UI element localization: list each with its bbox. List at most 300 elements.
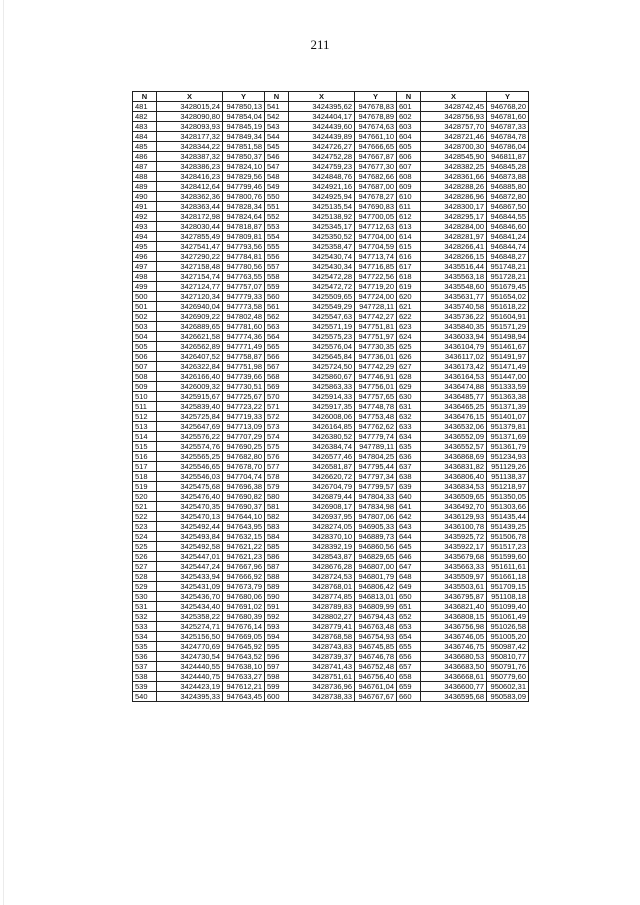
table-cell: 947780,56 [223,262,265,272]
table-cell: 951005,20 [487,632,529,642]
table-cell: 946746,78 [355,652,397,662]
column-header: Y [355,92,397,102]
table-cell: 582 [265,512,289,522]
table-cell: 951099,40 [487,602,529,612]
table-cell: 574 [265,432,289,442]
table-cell: 947678,70 [223,462,265,472]
table-cell: 947824,10 [223,162,265,172]
table-cell: 947757,65 [355,392,397,402]
table-cell: 3425574,76 [157,442,223,452]
table-cell: 947804,33 [355,492,397,502]
table-cell: 560 [265,292,289,302]
table-cell: 3425447,24 [157,562,223,572]
table-cell: 620 [397,292,421,302]
table-cell: 610 [397,192,421,202]
table-cell: 3425576,22 [157,432,223,442]
table-cell: 641 [397,502,421,512]
table-cell: 488 [133,172,157,182]
table-cell: 502 [133,312,157,322]
table-cell: 3436033,94 [421,332,487,342]
table-cell: 3425430,34 [289,262,355,272]
table-cell: 3436485,77 [421,392,487,402]
table-cell: 947829,56 [223,172,265,182]
table-cell: 951748,21 [487,262,529,272]
table-cell: 947700,05 [355,212,397,222]
table-cell: 545 [265,142,289,152]
table-cell: 3436465,25 [421,402,487,412]
table-cell: 3424921,16 [289,182,355,192]
table-cell: 3428412,64 [157,182,223,192]
table-cell: 3425430,74 [289,252,355,262]
table-cell: 947690,83 [355,202,397,212]
table-cell: 3425546,65 [157,462,223,472]
table-cell: 524 [133,532,157,542]
table-cell: 950583,09 [487,692,529,702]
table-cell: 946844,74 [487,242,529,252]
table-cell: 3435925,72 [421,532,487,542]
table-cell: 951303,66 [487,502,529,512]
table-cell: 553 [265,222,289,232]
table-cell: 947802,48 [223,312,265,322]
table-cell: 947612,21 [223,682,265,692]
table-cell: 3425546,03 [157,472,223,482]
table-cell: 947680,06 [223,592,265,602]
table-cell: 531 [133,602,157,612]
table-cell: 3424440,75 [157,672,223,682]
table-cell: 947704,74 [223,472,265,482]
table-cell: 3428774,85 [289,592,355,602]
table-row [133,272,529,282]
table-cell: 3426581,87 [289,462,355,472]
table-cell: 567 [265,362,289,372]
table-cell: 613 [397,222,421,232]
table-cell: 552 [265,212,289,222]
table-cell: 947850,37 [223,152,265,162]
table-cell: 603 [397,122,421,132]
table-row [133,652,529,662]
table-cell: 947643,52 [223,652,265,662]
table-row [133,232,529,242]
table-cell: 946794,43 [355,612,397,622]
table-cell: 540 [133,692,157,702]
table-cell: 3428721,46 [421,132,487,142]
table-cell: 3425472,28 [289,272,355,282]
table-cell: 658 [397,672,421,682]
table-cell: 947725,67 [223,392,265,402]
table-cell: 951371,69 [487,432,529,442]
table-cell: 947834,98 [355,502,397,512]
table-cell: 3424759,23 [289,162,355,172]
table-cell: 636 [397,452,421,462]
table-cell: 947771,49 [223,342,265,352]
table-cell: 3425138,92 [289,212,355,222]
table-cell: 546 [265,152,289,162]
table-cell: 3424848,76 [289,172,355,182]
table-cell: 947719,20 [355,282,397,292]
table-cell: 3428741,43 [289,662,355,672]
table-cell: 3425470,13 [157,512,223,522]
table-row [133,582,529,592]
table-cell: 946905,33 [355,522,397,532]
table-row [133,592,529,602]
table-cell: 3425915,67 [157,392,223,402]
table-cell: 3436831,82 [421,462,487,472]
table-cell: 3428757,70 [421,122,487,132]
table-cell: 3424395,62 [289,102,355,112]
table-cell: 947633,27 [223,672,265,682]
table-cell: 637 [397,462,421,472]
table-cell: 3426562,89 [157,342,223,352]
table-cell: 3436492,70 [421,502,487,512]
table-cell: 947758,87 [223,352,265,362]
table-cell: 951517,23 [487,542,529,552]
table-cell: 584 [265,532,289,542]
table-cell: 946806,42 [355,582,397,592]
table-cell: 640 [397,492,421,502]
table-cell: 947676,14 [223,622,265,632]
table-cell: 3428361,66 [421,172,487,182]
column-header: X [421,92,487,102]
table-cell: 3428172,98 [157,212,223,222]
table-cell: 3425725,84 [157,412,223,422]
table-cell: 947739,66 [223,372,265,382]
table-cell: 619 [397,282,421,292]
table-cell: 3425549,29 [289,302,355,312]
table-cell: 554 [265,232,289,242]
table-cell: 3425274,71 [157,622,223,632]
table-cell: 947643,95 [223,522,265,532]
table-cell: 951350,05 [487,492,529,502]
table-cell: 492 [133,212,157,222]
table-cell: 947707,29 [223,432,265,442]
table-cell: 3436532,06 [421,422,487,432]
table-cell: 3424439,60 [289,122,355,132]
table-cell: 3425839,40 [157,402,223,412]
table-cell: 3425575,23 [289,332,355,342]
table-cell: 3436683,50 [421,662,487,672]
table-cell: 597 [265,662,289,672]
table-row [133,152,529,162]
table-cell: 525 [133,542,157,552]
table-cell: 3425470,35 [157,502,223,512]
table-cell: 947621,23 [223,552,265,562]
table-cell: 557 [265,262,289,272]
table-cell: 950779,60 [487,672,529,682]
table-cell: 3436806,40 [421,472,487,482]
table-cell: 947661,10 [355,132,397,142]
table-cell: 951371,39 [487,402,529,412]
table-cell: 599 [265,682,289,692]
table-cell: 3428295,17 [421,212,487,222]
table-cell: 3425358,22 [157,612,223,622]
table-cell: 947682,66 [355,172,397,182]
table-cell: 3436668,61 [421,672,487,682]
table-cell: 947713,74 [355,252,397,262]
table-cell: 3436600,77 [421,682,487,692]
table-cell: 572 [265,412,289,422]
table-cell: 951728,21 [487,272,529,282]
table-cell: 3425647,69 [157,422,223,432]
table-cell: 593 [265,622,289,632]
table-cell: 602 [397,112,421,122]
table-cell: 3426407,52 [157,352,223,362]
table-cell: 950987,42 [487,642,529,652]
table-cell: 647 [397,562,421,572]
table-cell: 495 [133,242,157,252]
table-cell: 3424925,94 [289,192,355,202]
table-cell: 947742,29 [355,362,397,372]
table-cell: 579 [265,482,289,492]
table-cell: 3425358,47 [289,242,355,252]
table-cell: 946768,20 [487,102,529,112]
table-cell: 951361,79 [487,442,529,452]
table-cell: 518 [133,472,157,482]
table-cell: 598 [265,672,289,682]
column-header: Y [487,92,529,102]
table-cell: 947716,85 [355,262,397,272]
table-cell: 3425447,01 [157,552,223,562]
table-row [133,132,529,142]
table-row [133,292,529,302]
table-cell: 630 [397,392,421,402]
table-cell: 947828,34 [223,202,265,212]
table-cell: 3436746,05 [421,632,487,642]
table-cell: 493 [133,222,157,232]
table-cell: 3436173,42 [421,362,487,372]
table-cell: 3426879,44 [289,492,355,502]
table-cell: 587 [265,562,289,572]
table-cell: 521 [133,502,157,512]
table-cell: 3428392,19 [289,542,355,552]
table-cell: 3428802,27 [289,612,355,622]
table-cell: 946844,55 [487,212,529,222]
table-cell: 946752,48 [355,662,397,672]
table-cell: 490 [133,192,157,202]
table-row [133,102,529,112]
table-header-row [133,92,529,102]
table-cell: 660 [397,692,421,702]
table-cell: 496 [133,252,157,262]
table-cell: 539 [133,682,157,692]
table-cell: 487 [133,162,157,172]
table-cell: 947682,80 [223,452,265,462]
table-row [133,512,529,522]
table-cell: 3428756,93 [421,112,487,122]
table-cell: 3425433,94 [157,572,223,582]
table-cell: 947751,81 [355,322,397,332]
table-cell: 3428768,01 [289,582,355,592]
table-cell: 3425472,72 [289,282,355,292]
table-cell: 522 [133,512,157,522]
table-cell: 947845,19 [223,122,265,132]
table-cell: 589 [265,582,289,592]
table-cell: 951435,44 [487,512,529,522]
table-cell: 503 [133,322,157,332]
table-cell: 3428416,23 [157,172,223,182]
table-cell: 947804,25 [355,452,397,462]
table-cell: 947854,04 [223,112,265,122]
table-cell: 3436595,68 [421,692,487,702]
table-cell: 3425475,68 [157,482,223,492]
table-cell: 3436834,53 [421,482,487,492]
table-cell: 946786,04 [487,142,529,152]
table-row [133,622,529,632]
table-cell: 541 [265,102,289,112]
table-cell: 3425492,44 [157,522,223,532]
table-cell: 946801,79 [355,572,397,582]
table-cell: 3426322,84 [157,362,223,372]
table-cell: 3426164,85 [289,422,355,432]
table-cell: 3426384,74 [289,442,355,452]
table-cell: 499 [133,282,157,292]
table-cell: 3424423,19 [157,682,223,692]
table-cell: 606 [397,152,421,162]
table-cell: 947632,15 [223,532,265,542]
table-cell: 946781,60 [487,112,529,122]
table-cell: 538 [133,672,157,682]
table-cell: 947774,36 [223,332,265,342]
table-cell: 3436821,40 [421,602,487,612]
table-cell: 3426908,17 [289,502,355,512]
table-cell: 562 [265,312,289,322]
table-cell: 947730,35 [355,342,397,352]
table-cell: 947809,81 [223,232,265,242]
table-cell: 947690,82 [223,492,265,502]
table-cell: 489 [133,182,157,192]
table-cell: 3435563,18 [421,272,487,282]
table-cell: 642 [397,512,421,522]
table-cell: 3425493,84 [157,532,223,542]
table-cell: 951604,91 [487,312,529,322]
table-cell: 947704,00 [355,232,397,242]
table-cell: 947644,10 [223,512,265,522]
table-cell: 951599,60 [487,552,529,562]
table-row [133,682,529,692]
table-cell: 3428274,05 [289,522,355,532]
table-cell: 947645,92 [223,642,265,652]
table-cell: 3425914,33 [289,392,355,402]
table-cell: 605 [397,142,421,152]
table-cell: 947666,65 [355,142,397,152]
table-cell: 612 [397,212,421,222]
table-cell: 3435503,61 [421,582,487,592]
table-cell: 947851,58 [223,142,265,152]
table-cell: 498 [133,272,157,282]
table-cell: 537 [133,662,157,672]
table-cell: 951471,49 [487,362,529,372]
table-cell: 3424404,17 [289,112,355,122]
table-cell: 563 [265,322,289,332]
table-cell: 3428676,28 [289,562,355,572]
table-cell: 3428789,83 [289,602,355,612]
table-cell: 947763,55 [223,272,265,282]
table-cell: 947722,56 [355,272,397,282]
table-cell: 951401,07 [487,412,529,422]
table-cell: 627 [397,362,421,372]
table-row [133,382,529,392]
table-row [133,612,529,622]
table-cell: 520 [133,492,157,502]
table-cell: 583 [265,522,289,532]
table-cell: 947751,98 [223,362,265,372]
table-cell: 3425345,17 [289,222,355,232]
table-cell: 509 [133,382,157,392]
table-cell: 947621,22 [223,542,265,552]
table-cell: 542 [265,112,289,122]
table-cell: 600 [265,692,289,702]
table-cell: 951439,25 [487,522,529,532]
table-cell: 947643,45 [223,692,265,702]
table-cell: 946767,67 [355,692,397,702]
table-cell: 947762,62 [355,422,397,432]
table-cell: 645 [397,542,421,552]
table-cell: 616 [397,252,421,262]
table-cell: 3428743,83 [289,642,355,652]
table-cell: 548 [265,172,289,182]
table-cell: 947736,01 [355,352,397,362]
table-cell: 947696,38 [223,482,265,492]
table-cell: 3436756,98 [421,622,487,632]
table-cell: 638 [397,472,421,482]
table-cell: 3425547,63 [289,312,355,322]
table-cell: 506 [133,352,157,362]
table-cell: 3436129,93 [421,512,487,522]
table-cell: 947849,34 [223,132,265,142]
table-cell: 951661,18 [487,572,529,582]
table-cell: 536 [133,652,157,662]
table-row [133,602,529,612]
table-cell: 3436476,15 [421,412,487,422]
table-cell: 3436100,78 [421,522,487,532]
table-cell: 946873,88 [487,172,529,182]
table-cell: 513 [133,422,157,432]
table-cell: 3425492,58 [157,542,223,552]
table-cell: 946807,00 [355,562,397,572]
table-cell: 947669,05 [223,632,265,642]
table-cell: 946885,80 [487,182,529,192]
table-cell: 649 [397,582,421,592]
table-row [133,222,529,232]
table-cell: 629 [397,382,421,392]
table-cell: 3424439,89 [289,132,355,142]
table-cell: 947730,51 [223,382,265,392]
table-cell: 951611,61 [487,562,529,572]
table-cell: 951491,97 [487,352,529,362]
table-cell: 3427154,74 [157,272,223,282]
table-cell: 3436808,15 [421,612,487,622]
table-row [133,262,529,272]
table-cell: 3436795,87 [421,592,487,602]
table-cell: 501 [133,302,157,312]
table-cell: 504 [133,332,157,342]
table-cell: 527 [133,562,157,572]
table-cell: 591 [265,602,289,612]
table-cell: 633 [397,422,421,432]
table-row [133,392,529,402]
table-row [133,462,529,472]
table-row [133,312,529,322]
table-cell: 3435679,68 [421,552,487,562]
table-cell: 3425565,25 [157,452,223,462]
table-cell: 3428286,96 [421,192,487,202]
table-cell: 3427855,49 [157,232,223,242]
table-cell: 512 [133,412,157,422]
table-row [133,182,529,192]
table-cell: 3435548,60 [421,282,487,292]
table-cell: 947724,00 [355,292,397,302]
table-cell: 3427290,22 [157,252,223,262]
table-cell: 569 [265,382,289,392]
